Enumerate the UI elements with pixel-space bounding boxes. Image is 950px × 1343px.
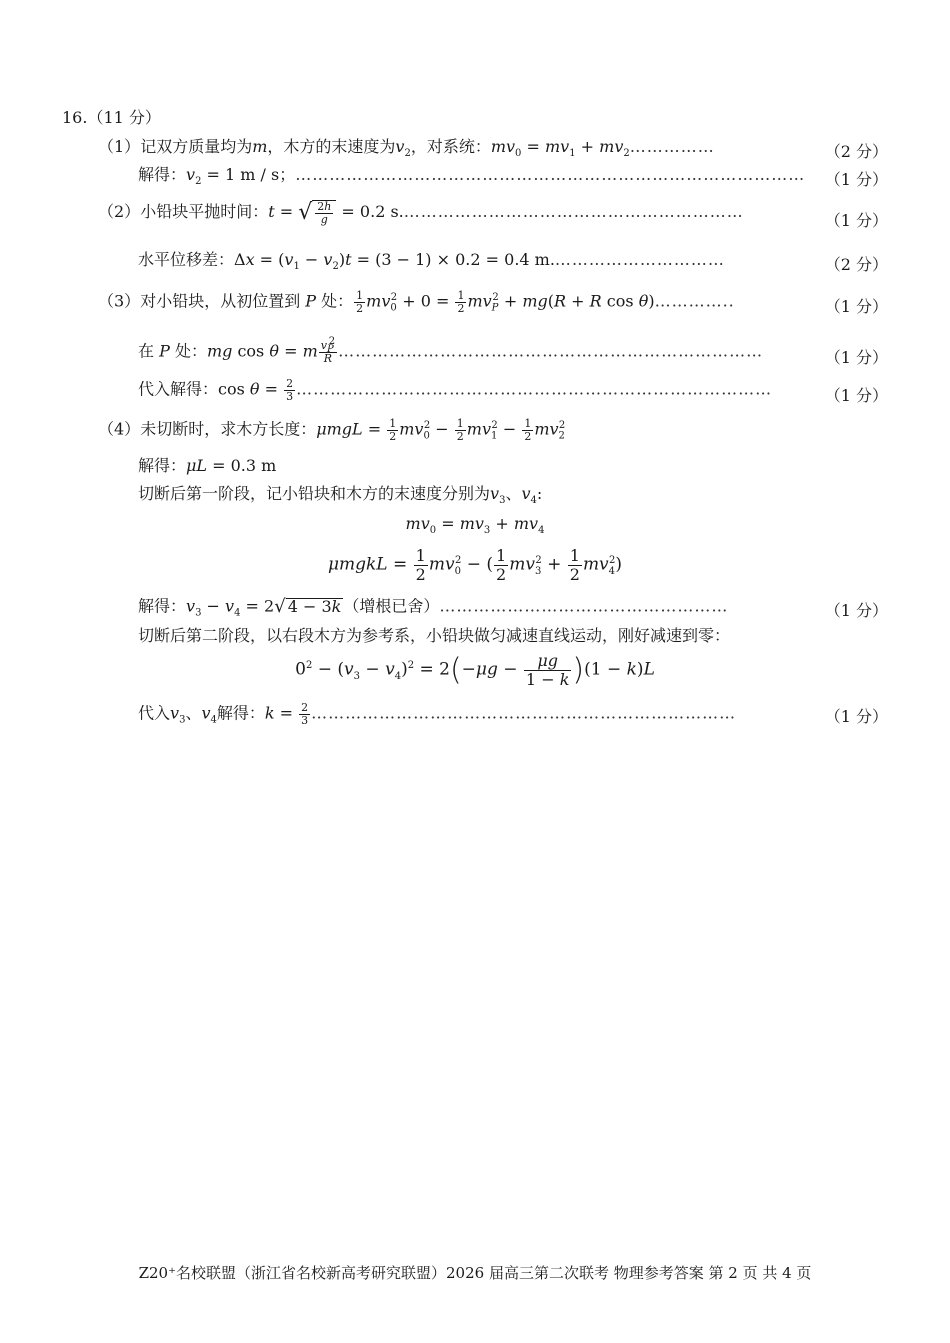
part3-score: （1 分） [824,297,888,316]
sqrt-symbol: √ $\frac{2h}{g}$ [298,200,336,225]
part4-eq2: μmgkL = $\frac{1}{2}$ $mv_0^2$ − ( $\frac{1}{2}$ $mv_3^2$ + $\frac{1}{2}$ $mv_4^2$) [327,546,623,584]
part4-stage1: 切断后第一阶段，记小铅块和木方的末速度分别为$v_3$、$v_4$: [138,484,543,507]
part4-solve3: 代入$v_3$、$v_4$解得：k = $\frac{2}{3}$ ………………………………………………………………… [138,701,737,727]
part1-solve: 解得：$v_2 = 1$ m / s；……………………………………………………………………………… [138,165,806,188]
part4-solve1: 解得：μL = 0.3 m [138,456,277,475]
part3-score3: （1 分） [824,386,888,405]
question-header: 16.（11 分） [62,108,161,127]
part3-line: （3）对小铅块，从初位置到 P 处： $\frac{1}{2}$ $mv_0^2 + 0$ = $\frac{1}{2}$ $mv_P^2 + mg(R + R$ cos θ)………….. [98,289,735,315]
part1-solve-score: （1 分） [824,170,888,189]
part2-line2: 水平位移差：$\Delta x = (v_1 - v_2)t = (3 - 1) \times 0.2 = 0.4$ m.………………………… [138,250,725,273]
part3-line3: 代入解得：cos θ = $\frac{2}{3}$ ………………………………………………………………………… [138,377,773,403]
part1-line: （1）记双方质量均为m，木方的末速度为$v_2$，对系统：$mv_0 = mv_1$ + $mv_2\dots\dots\dots\dots\dots$ [98,137,715,160]
part4-eq3: $0^2 - (v_3 - v_4)^2 = 2(-\mu g$ − $\frac{\mu g}{1 - k}$ )(1 − k)L [295,651,655,689]
part2-score: （1 分） [824,211,888,230]
part3-label: （3） [98,291,141,311]
part4-label: （4） [98,419,141,439]
part1-label: （1） [98,137,141,156]
part4-stage2: 切断后第二阶段，以右段木方为参考系，小铅块做匀减速直线运动，刚好减速到零： [138,626,731,645]
part2-line: （2）小铅块平抛时间：t = √ $\frac{2h}{g}$ = 0.2 s.…………………………………………………… [98,200,744,226]
part3-line2: 在 P 处：mg cos θ = m $\frac{v_P^2}{R}$ ………………………………………………………………… [138,336,764,365]
part4-score3: （1 分） [824,707,888,726]
part4-solve2: 解得：$v_3 - v_4 = 2√$ 4 − 3k （增根已舍）…………………………………………… [138,596,729,619]
part1-score: （2 分） [824,142,888,161]
part4-score2: （1 分） [824,601,888,620]
part4-line: （4）未切断时，求木方长度：μmgL = $\frac{1}{2}$ $mv_0^2$ − $\frac{1}{2}$ $mv_1^2$ − $\frac{1}{2}$ $mv_2^2$ [98,417,566,443]
part2-score2: （2 分） [824,255,888,274]
part3-score2: （1 分） [824,348,888,367]
part4-eq1: $mv_0 = mv_3 + mv_4$ [405,514,545,537]
part2-label: （2） [98,202,141,222]
page-footer: Z20⁺名校联盟（浙江省名校新高考研究联盟）2026 届高三第二次联考 物理参考答案 第 2 页 共 4 页 [138,1264,812,1282]
